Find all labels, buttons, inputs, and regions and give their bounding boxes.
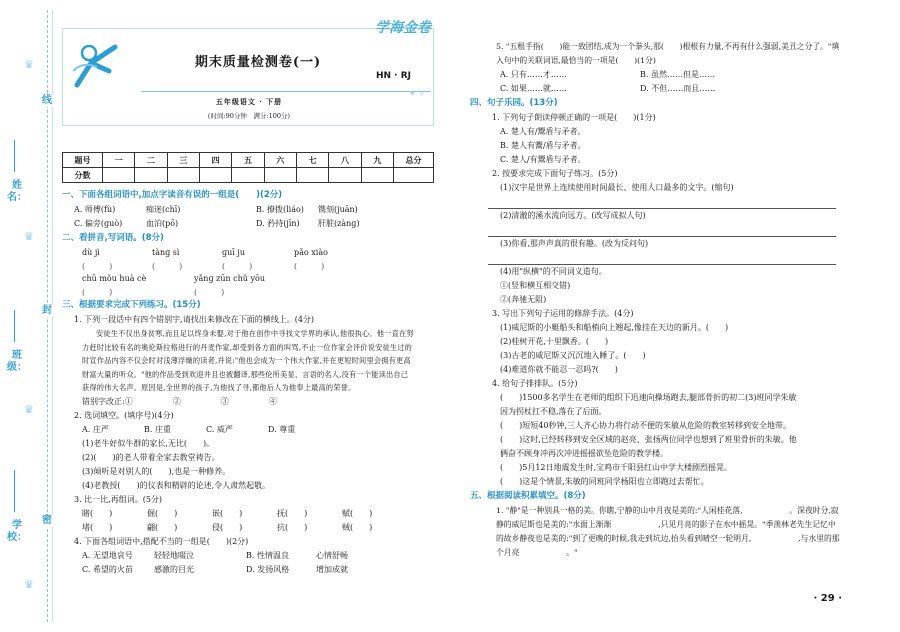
section-2-heading: 二、看拼音,写词语。(8分) — [62, 233, 164, 243]
table-cell: 三 — [167, 153, 199, 168]
left-questions — [62, 188, 434, 577]
option-b: B. 庄重 — [144, 424, 171, 434]
pinyin: yǎnɡ zūn chǔ yōu — [194, 274, 265, 283]
score-input-cell[interactable] — [167, 168, 199, 183]
score-input-cell[interactable] — [264, 168, 296, 183]
question-1-answer[interactable]: 错别字改正:① ② ③ ④ — [82, 396, 317, 406]
exam-title: 期末质量检测卷(一) — [194, 55, 322, 70]
r3-item[interactable]: (1)威尼斯的小艇船头和船梢向上翘起,像挂在天边的新月。( ) — [500, 323, 729, 332]
table-cell: 总分 — [394, 153, 434, 168]
r5-passage[interactable]: 1. "静"是一种别具一格的美。你瞧,宁静的山中月夜是美的:"人闲桂花落, 。深夜时分,寂静的威尼斯也是美的:"水面上渐渐 ,只见月亮的影子在水中摇晃。"季羡林老先生记忆中的故乡静夜也是美的:"到了更晚的时候,我走到坑边,抬头看到晴空一轮明月, ,与水里的那个月亮 。" — [496, 506, 840, 557]
option-text: 痴迷(chī) — [146, 205, 181, 214]
school-field[interactable] — [14, 470, 15, 512]
r2-item: (2)清澈的溪水流向远方。(改写成拟人句) — [500, 211, 646, 220]
crown-icon: ♛ — [24, 58, 34, 71]
r2-item: (4)用"纵横"的不同词义造句。 — [500, 267, 607, 276]
answer-line[interactable] — [488, 251, 836, 265]
option-c[interactable]: C. 如果……就…… — [500, 84, 567, 93]
table-cell: 二 — [135, 153, 167, 168]
class-field[interactable] — [14, 310, 15, 342]
right-column — [470, 40, 840, 560]
question-4: 4. 下面各组词语中,搭配不当的一组是( )(2分) — [74, 536, 249, 546]
runner-logo-icon — [69, 41, 125, 89]
score-input-cell[interactable] — [394, 168, 434, 183]
score-table-row — [63, 168, 434, 183]
section-5-heading: 五、根据阅读积累填空。(8分) — [470, 491, 586, 501]
word-pair[interactable]: 贼( ) — [342, 522, 373, 532]
q2-item[interactable]: (2)( )的老人带着全家去教堂祷告。 — [82, 452, 220, 462]
score-input-cell[interactable] — [103, 168, 135, 183]
table-cell: 六 — [264, 153, 296, 168]
left-column — [62, 20, 434, 574]
r4-item[interactable]: ( )这时,已经转移到安全区域的赵亮、张扬两位同学也想到了班里骨折的朱敏。他 — [500, 435, 797, 444]
score-table — [62, 152, 434, 183]
option-text: 增加成就 — [316, 564, 348, 574]
option-b[interactable]: B. 性情温良 — [246, 550, 289, 560]
binding-mark-secret: 密 — [42, 515, 52, 526]
s1-options-row — [62, 217, 434, 231]
section-3-heading: 三、根据要求完成下列练习。(15分) — [62, 300, 201, 310]
q5-options-row — [480, 82, 840, 96]
pinyin: chū mǒu huà cè — [82, 274, 147, 283]
table-cell: 分数 — [63, 168, 103, 183]
q5-options-row — [480, 68, 840, 82]
table-cell: 一 — [103, 153, 135, 168]
pinyin: pǎo xiào — [294, 248, 328, 257]
score-input-cell[interactable] — [135, 168, 167, 183]
exam-subtitle: 五年级语文 · 下册 — [215, 97, 283, 106]
table-cell: 九 — [361, 153, 393, 168]
r1-option[interactable]: A. 楚人有/鬻盾与矛者。 — [500, 127, 586, 136]
score-input-cell[interactable] — [296, 168, 328, 183]
r-question-1: 1. 下列句子朗读停顿正确的一项是( )(1分) — [492, 113, 656, 122]
exam-header — [62, 20, 434, 126]
table-cell: 题号 — [63, 153, 103, 168]
section-4-heading: 四、句子乐园。(13分) — [470, 98, 558, 108]
name-field[interactable] — [14, 140, 15, 172]
option-text: 血泊(pō) — [146, 219, 179, 228]
question-1-passage: 安徒生不仅出身贫寒,而且足以终身未娶,对于他在创作中寻找文学界的承认,他很执心。他一直在努力赶时比较有名的奥伦斯拉格进行的丹麦作家,却受到各方面的叫骂,不止一位作家会评价说安徒生过的时宣作品内容不仅会时对浅薄浮燥的读者,并说:"他也会成为一个伟大作家,并在更短时间里会拥有更高财富大量的听众。"他的作品受到欢迎并且也被翻译,那些伦所美显、言语的名人,没有一个能读出自己获得的伟大名声。原因是,全世界的孩子,为他找了寻,都他后人为他奉上最高的荣誉。 — [82, 329, 414, 392]
r4-item[interactable]: ( )短短40秒钟,三人齐心协力将行动不便的朱敏从危险的教室转移到安全地带。 — [500, 421, 791, 430]
school-label: 学校： — [7, 520, 27, 543]
r4-item: 俩奋不顾身冲再次冲进摇摇欲坠危险的教学楼。 — [500, 449, 668, 458]
option-text: 感激的目光 — [154, 564, 194, 574]
r2-item[interactable]: ①(竖和横互相交错) — [500, 281, 571, 290]
option-a: A. 庄严 — [82, 424, 109, 434]
answer-line[interactable] — [488, 195, 836, 209]
word-pair[interactable]: 堵( ) — [82, 522, 113, 532]
class-label: 班级： — [7, 350, 27, 373]
pinyin: tànɡ sì — [152, 248, 180, 257]
score-input-cell[interactable] — [232, 168, 264, 183]
r3-item[interactable]: (4)难道你就不能忍一忍吗?( ) — [500, 365, 618, 374]
option-c[interactable]: C. 偏旁(ɡuò) — [74, 219, 123, 228]
option-c[interactable]: C. 希望的火苗 — [82, 564, 133, 574]
option-text: 肝脏(zànɡ) — [318, 219, 360, 228]
q2-item[interactable]: (3)倾听是对别人的( ),也是一种修养。 — [82, 466, 231, 476]
q2-item[interactable]: (1)老牛好似牛群的家长,无比( )。 — [82, 438, 215, 448]
r1-option[interactable]: B. 楚人有鬻/盾与矛者。 — [500, 141, 586, 150]
name-label: 姓名： — [7, 180, 27, 203]
option-d: D. 尊重 — [268, 424, 296, 434]
pinyin: ɡuī ju — [222, 248, 246, 257]
header-divider — [141, 91, 431, 92]
option-a[interactable]: A. 无望地哀号 — [82, 550, 133, 560]
score-table-row — [63, 153, 434, 168]
r2-item: (1)汉字是世界上连续使用时间最长、使用人口最多的文字。(缩句) — [500, 183, 734, 192]
answer-boxes-row[interactable]: ( ) ( ) — [82, 288, 225, 297]
word-pair[interactable]: 翩( ) — [147, 522, 178, 532]
r4-item[interactable]: ( )这是个情景,朱敏的同班同学杨阳也立即跑过去帮忙。 — [500, 477, 709, 486]
option-a[interactable]: A. 师傅(fù) — [74, 205, 116, 214]
q4-options-row — [62, 563, 434, 577]
r2-item: (3)你看,那声声真的很有趣。(改为反问句) — [500, 239, 649, 248]
pinyin: dù jì — [82, 248, 100, 257]
word-pair[interactable]: 赋( ) — [342, 508, 373, 518]
option-b[interactable]: B. 撩拨(liáo) — [256, 205, 304, 214]
table-cell: 四 — [199, 153, 231, 168]
table-cell: 八 — [329, 153, 361, 168]
option-a[interactable]: A. 只有……才…… — [500, 70, 567, 79]
q3-row[interactable] — [62, 521, 434, 535]
q4-options-row — [62, 549, 434, 563]
option-d[interactable]: D. 不但……而且…… — [640, 84, 716, 93]
answer-boxes-row[interactable]: ( ) ( ) ( ) ( ) — [82, 262, 325, 271]
table-cell: 七 — [296, 153, 328, 168]
r3-item[interactable]: (3)古老的威尼斯又沉沉地入睡了。( ) — [500, 351, 646, 360]
r-question-2: 2. 按要求完成下面句子练习。(5分) — [492, 169, 618, 178]
score-input-cell[interactable] — [361, 168, 393, 183]
binding-mark-line: 线 — [42, 95, 52, 106]
r-question-4: 4. 给句子排排队。(5分) — [492, 379, 578, 388]
option-b[interactable]: B. 虽然……但是…… — [640, 70, 715, 79]
section-1-heading: 一、下面各组词语中,加点字读音有误的一组是( )(2分) — [62, 190, 283, 200]
crown-icon: ♛ — [24, 578, 34, 591]
q2-options-row — [62, 423, 434, 437]
question-5: 5. "五根手指( )能一致团结,成为一个拳头,那( )根根有力量,不再有什么强弱,美丑之分了。"填入句中的关联词语,最恰当的一项是( )(1分) — [496, 42, 840, 65]
q2-item[interactable]: (4)老教授( )的仪表和精辟的论述,令人肃然起敬。 — [82, 480, 271, 490]
s1-options-row — [62, 203, 434, 217]
word-pair[interactable]: 倔( ) — [147, 508, 178, 518]
pinyin-row — [62, 272, 434, 286]
brand-logo: 学海金卷 — [375, 20, 431, 36]
question-3: 3. 比一比,再组词。(5分) — [74, 494, 163, 504]
crown-icon: ♛ — [24, 230, 34, 243]
score-input-cell[interactable] — [199, 168, 231, 183]
option-d[interactable]: D. 发扬风格 — [246, 564, 290, 574]
option-text: 镌刻(juān) — [318, 205, 358, 214]
binding-mark-seal: 封 — [42, 305, 52, 316]
binding-margin — [0, 0, 58, 632]
edition-label: HN · RJ — [375, 71, 411, 81]
page-number: · 29 · — [813, 593, 842, 604]
r4-item: 因为拐杖扛不稳,落在了后面。 — [500, 407, 607, 416]
exam-meta: (时间:90分钟 满分:100分) — [207, 112, 291, 120]
r3-item[interactable]: (2)桂树开花,十里飘香。( ) — [500, 337, 609, 346]
r4-item[interactable]: ( )5月12日地震发生时,宝鸡市千阳县红山中学大楼剧烈摇晃。 — [500, 463, 733, 472]
score-input-cell[interactable] — [329, 168, 361, 183]
r4-item[interactable]: ( )1500多名学生在老师的组织下迅速向操场跑去,腿部骨折的初二(3)班同学朱敏 — [500, 393, 797, 402]
word-pair[interactable]: 睹( ) — [82, 508, 113, 518]
word-pair[interactable]: 侵( ) — [212, 522, 243, 532]
answer-line[interactable] — [488, 223, 836, 237]
question-2: 2. 选词填空。(填序号)(4分) — [74, 410, 174, 420]
table-cell: 五 — [232, 153, 264, 168]
word-pair[interactable]: 抗( ) — [277, 522, 308, 532]
word-pair[interactable]: 抚( ) — [277, 508, 308, 518]
option-c: C. 威严 — [206, 424, 233, 434]
r2-item[interactable]: ②(奔驰无阻) — [500, 295, 547, 304]
r1-option[interactable]: C. 楚人/有鬻盾与矛者。 — [500, 155, 586, 164]
star-decoration-icon: ✦ ✧ — [409, 89, 425, 98]
word-pair[interactable]: 嵌( ) — [212, 508, 243, 518]
option-text: 心情舒畅 — [316, 550, 348, 560]
option-d[interactable]: D. 矜持(jīn) — [256, 219, 300, 228]
r-question-3: 3. 写出下列句子运用的修辞手法。(4分) — [492, 309, 634, 318]
option-text: 轻轻地啜泣 — [154, 550, 194, 560]
pinyin-row — [62, 246, 434, 260]
q3-row[interactable] — [62, 507, 434, 521]
crown-icon: ♛ — [24, 403, 34, 416]
question-1: 1. 下列一段话中有四个错别字,请找出来修改在下面的横线上。(4分) — [74, 315, 315, 324]
